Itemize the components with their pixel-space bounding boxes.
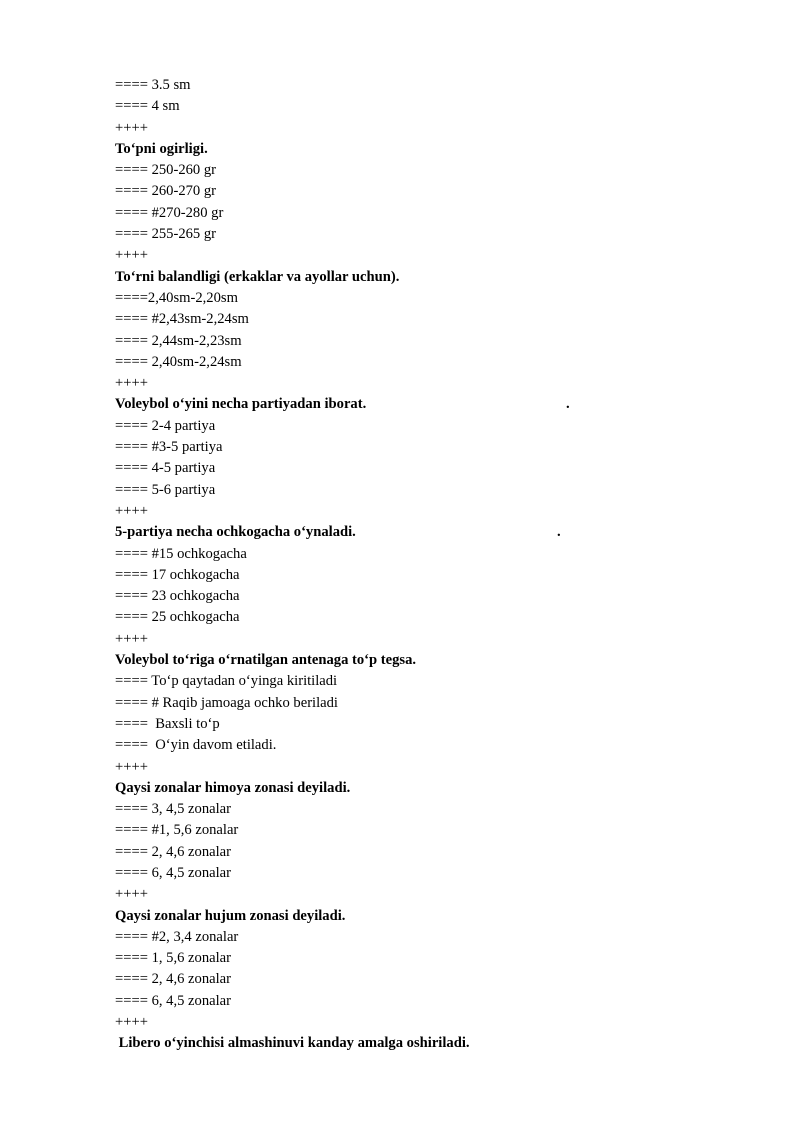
answer-option: ==== Baxsli to‘p	[115, 715, 220, 732]
answer-option: ==== 17 ochkogacha	[115, 566, 240, 583]
question-separator: ++++	[115, 375, 148, 392]
answer-option: ==== #1, 5,6 zonalar	[115, 822, 239, 839]
answer-option: ==== 2-4 partiya	[115, 417, 216, 434]
answer-option: ==== 6, 4,5 zonalar	[115, 992, 231, 1009]
answer-option: ==== 1, 5,6 zonalar	[115, 950, 231, 967]
answer-option: ==== 2, 4,6 zonalar	[115, 843, 231, 860]
question-separator: ++++	[115, 630, 148, 647]
question-separator: ++++	[115, 1014, 148, 1031]
question-heading: To‘pni ogirligi.	[115, 140, 208, 157]
answer-option: ==== 3.5 sm	[115, 77, 191, 93]
answer-option: ==== 2,40sm-2,24sm	[115, 353, 242, 370]
question-heading-row	[115, 394, 755, 415]
question-heading-row	[115, 522, 755, 543]
answer-option: ==== 23 ochkogacha	[115, 588, 240, 605]
quiz-text-body	[115, 75, 755, 1055]
question-heading: Qaysi zonalar himoya zonasi deyiladi.	[115, 779, 351, 796]
answer-option: ==== 255-265 gr	[115, 226, 217, 243]
answer-option: ==== #3-5 partiya	[115, 439, 223, 456]
question-heading: Voleybol to‘riga o‘rnatilgan antenaga to‘p tegsa.	[115, 652, 417, 669]
answer-option: ==== 2,44sm-2,23sm	[115, 332, 242, 349]
answer-option: ==== #15 ochkogacha	[115, 545, 247, 562]
answer-option: ==== 2, 4,6 zonalar	[115, 971, 231, 988]
answer-option: ==== #2,43sm-2,24sm	[115, 311, 249, 328]
trailing-dot: .	[557, 524, 561, 541]
answer-option: ==== O‘yin davom etiladi.	[115, 737, 277, 754]
answer-option: ==== 260-270 gr	[115, 183, 217, 200]
answer-option: ====2,40sm-2,20sm	[115, 289, 238, 306]
question-heading: To‘rni balandligi (erkaklar va ayollar uchun).	[115, 268, 400, 285]
answer-option: ==== 4-5 partiya	[115, 460, 216, 477]
answer-option: ==== # Raqib jamoaga ochko beriladi	[115, 694, 338, 711]
question-separator: ++++	[115, 758, 148, 775]
trailing-dot: .	[566, 396, 570, 413]
answer-option: ==== 25 ochkogacha	[115, 609, 240, 626]
answer-option: ==== 4 sm	[115, 98, 180, 115]
question-heading: 5-partiya necha ochkogacha o‘ynaladi.	[115, 524, 356, 541]
question-heading: Qaysi zonalar hujum zonasi deyiladi.	[115, 907, 346, 924]
answer-option: ==== 6, 4,5 zonalar	[115, 864, 231, 881]
question-heading: Voleybol o‘yini necha partiyadan iborat.	[115, 396, 367, 413]
answer-option: ==== #270-280 gr	[115, 204, 224, 221]
answer-option: ==== 250-260 gr	[115, 162, 217, 179]
question-separator: ++++	[115, 502, 148, 519]
question-heading: Libero o‘yinchisi almashinuvi kanday amalga oshiriladi.	[115, 1035, 470, 1052]
answer-option: ==== To‘p qaytadan o‘yinga kiritiladi	[115, 673, 338, 690]
answer-option: ==== #2, 3,4 zonalar	[115, 928, 239, 945]
answer-option: ==== 3, 4,5 zonalar	[115, 801, 231, 818]
question-separator: ++++	[115, 247, 148, 264]
answer-option: ==== 5-6 partiya	[115, 481, 216, 498]
question-separator: ++++	[115, 886, 148, 903]
question-separator: ++++	[115, 119, 148, 136]
